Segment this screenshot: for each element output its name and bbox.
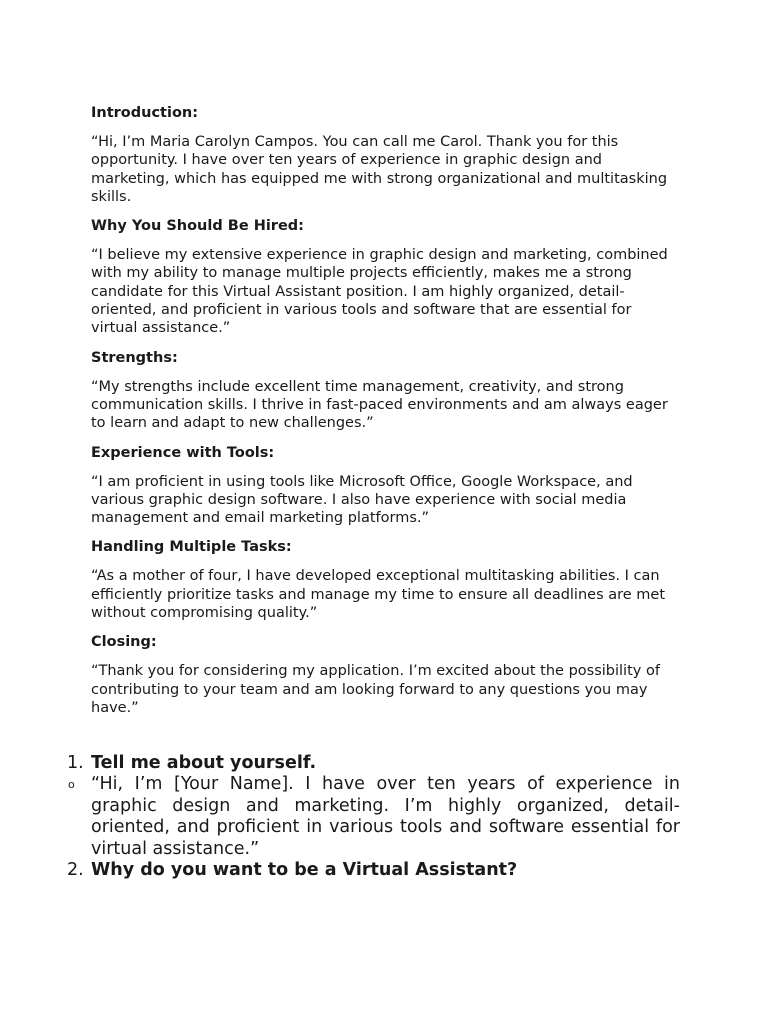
section-why-hired [91, 217, 681, 337]
section-multiple-tasks [91, 538, 681, 622]
question-title: Why do you want to be a Virtual Assistant? [91, 860, 518, 880]
answer-text: “Hi, I’m [Your Name]. I have over ten years of experience in graphic design and marketing. I’m highly organized, detail-oriented, and proficient in various tools and software essential for virtual assistance.” [91, 774, 680, 859]
interview-script [91, 104, 681, 728]
section-body: “I believe my extensive experience in graphic design and marketing, combined with my ability to manage multiple projects efficiently, makes me a strong candidate for this Virtual Assistant position. I am highly organized, detail-oriented, and proficient in various tools and software that are essential for virtual assistance.” [91, 247, 668, 337]
list-item [60, 860, 680, 881]
section-heading: Why You Should Be Hired: [91, 218, 304, 235]
answer-item [60, 774, 680, 860]
section-heading: Experience with Tools: [91, 444, 275, 461]
section-heading: Closing: [91, 634, 157, 651]
section-heading: Strengths: [91, 349, 178, 366]
question-list [60, 753, 680, 881]
section-body: “I am proficient in using tools like Microsoft Office, Google Workspace, and various graphic design software. I also have experience with social media management and email marketing platforms.” [91, 473, 633, 527]
list-number: 2. [67, 860, 84, 880]
section-strengths [91, 349, 681, 433]
circle-bullet-icon: o [68, 778, 75, 791]
section-experience-tools [91, 444, 681, 528]
section-heading: Introduction: [91, 105, 199, 121]
section-body: “As a mother of four, I have developed exceptional multitasking abilities. I can efficiently prioritize tasks and manage my time to ensure all deadlines are met without compromising quality.” [91, 568, 666, 622]
list-number: 1. [67, 753, 84, 773]
section-body: “Thank you for considering my application. I’m excited about the possibility of contributing to your team and am looking forward to any questions you may have.” [91, 663, 660, 716]
list-item [60, 753, 680, 774]
section-body: “My strengths include excellent time management, creativity, and strong communication skills. I thrive in fast-paced environments and am always eager to learn and adapt to new challenges.” [91, 378, 668, 432]
question-title: Tell me about yourself. [91, 753, 317, 773]
section-heading: Handling Multiple Tasks: [91, 539, 292, 556]
section-closing [91, 633, 681, 717]
section-body: “Hi, I’m Maria Carolyn Campos. You can call me Carol. Thank you for this opportunity. I have over ten years of experience in graphic design and marketing, which has equipped me with strong organizational and multitasking skills. [91, 134, 668, 205]
section-introduction [91, 104, 681, 206]
